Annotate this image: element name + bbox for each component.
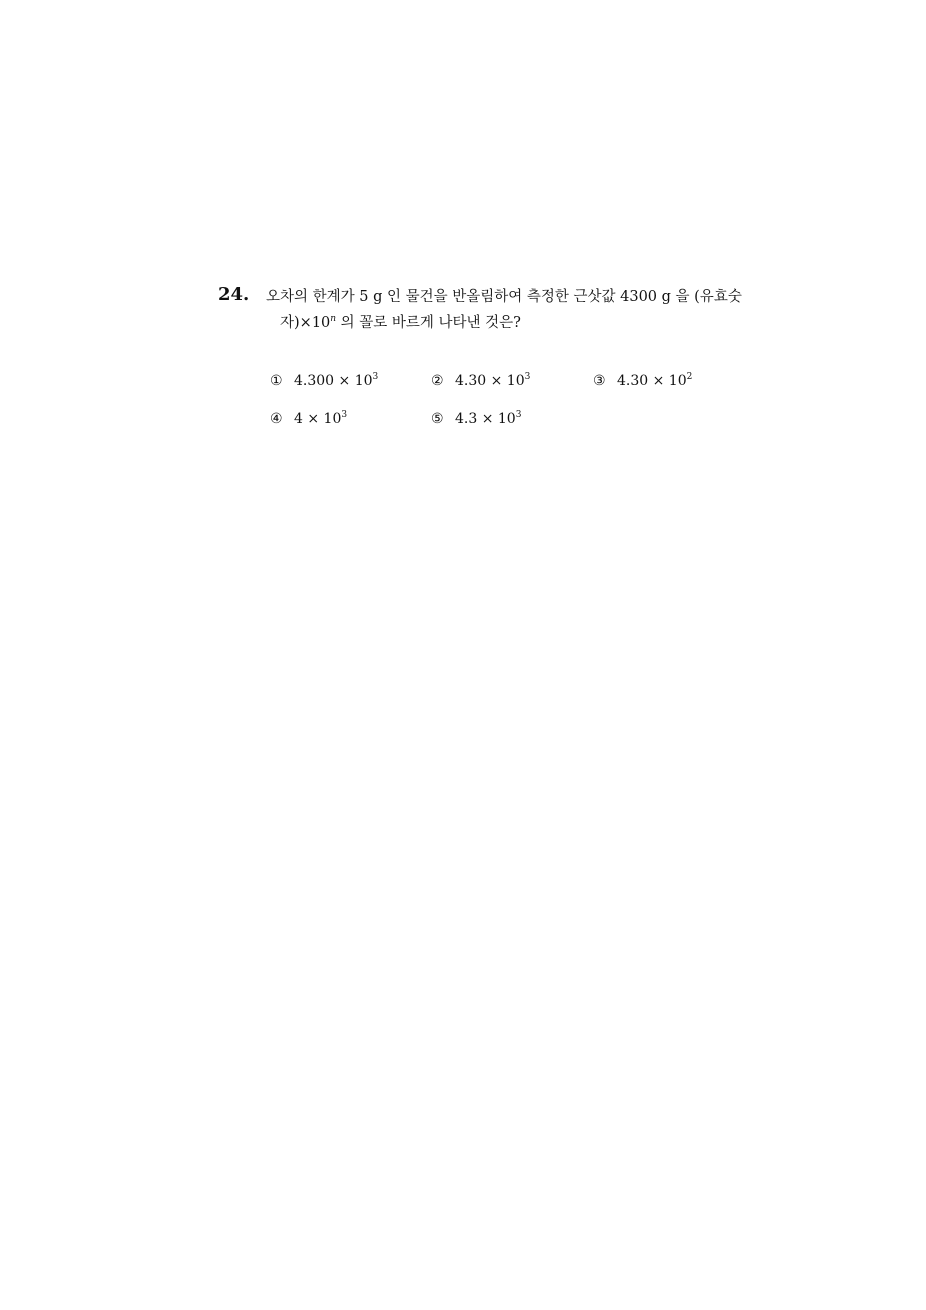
choice-exponent: 3 [524,372,531,382]
choice-exponent: 2 [686,372,693,382]
choice-marker: ⑤ [431,411,444,427]
choice-value: 4.3 × 10 [455,411,516,427]
choice-exponent: 3 [372,372,379,382]
choice-exponent: 3 [515,410,522,420]
choice-3[interactable] [593,371,692,391]
choice-5[interactable] [431,409,521,429]
question-number: 24. [218,284,250,305]
question-line-2-prefix: 자)×10 [280,315,331,331]
choice-marker: ③ [593,373,606,389]
choice-value: 4.30 × 10 [455,373,525,389]
choice-exponent: 3 [341,410,348,420]
choice-value: 4 × 10 [294,411,342,427]
choice-marker: ① [270,373,283,389]
choice-marker: ④ [270,411,283,427]
choice-4[interactable] [270,409,347,429]
question-line-1: 오차의 한계가 5 g 인 물건을 반올림하여 측정한 근삿값 4300 g 을 (유효숫 [266,289,742,305]
question-line-2-suffix: 의 꼴로 바르게 나타낸 것은? [336,315,521,331]
choice-value: 4.300 × 10 [294,373,373,389]
choice-marker: ② [431,373,444,389]
question-exponent: n [330,314,337,324]
question-line-2 [280,310,766,336]
choice-1[interactable] [270,371,378,391]
choice-2[interactable] [431,371,530,391]
question-text [266,284,766,336]
choice-value: 4.30 × 10 [617,373,687,389]
